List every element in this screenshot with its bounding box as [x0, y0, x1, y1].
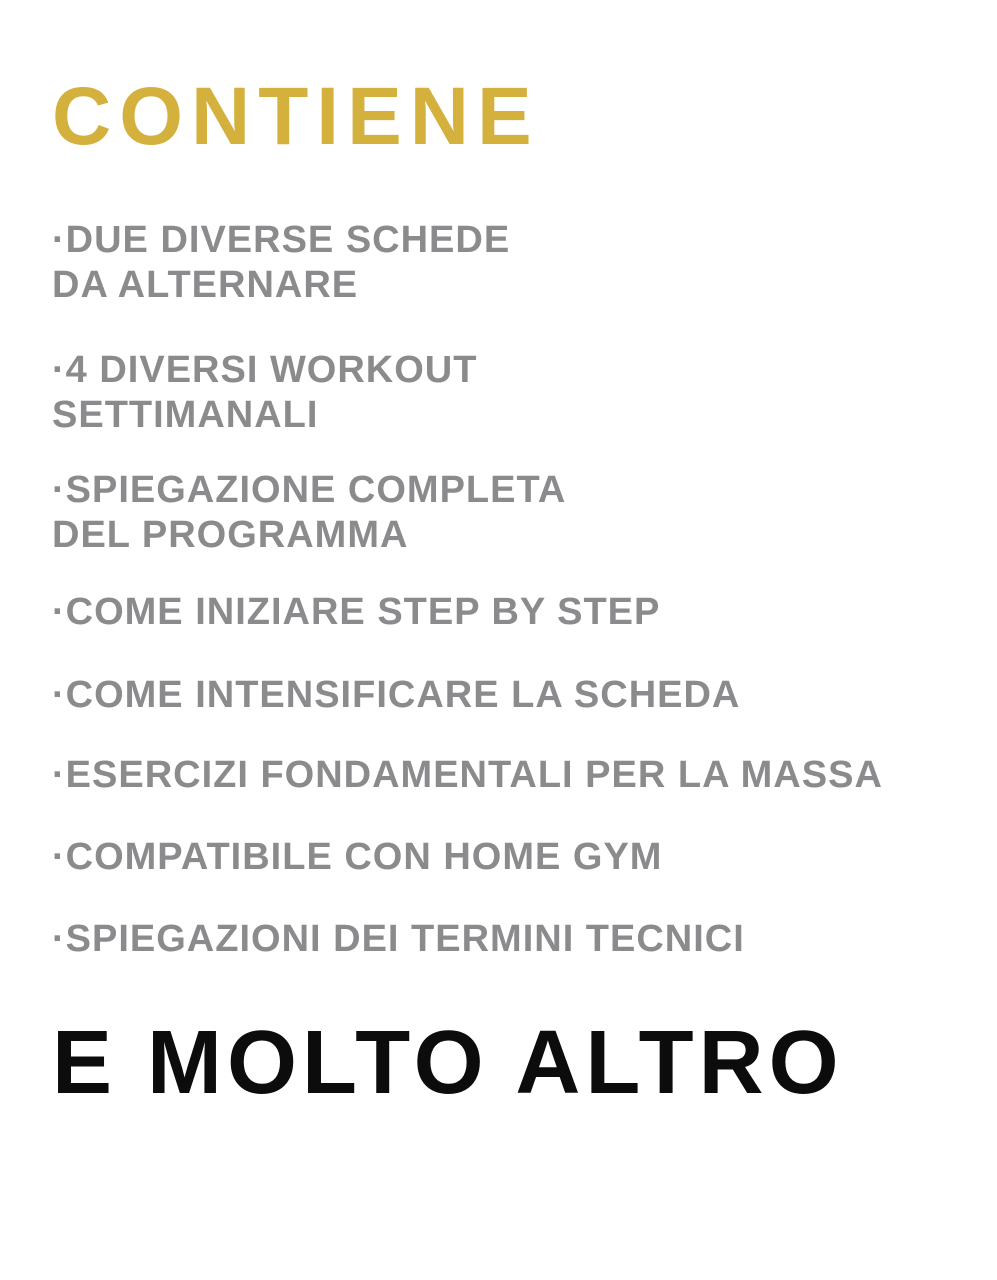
- footer-title: E MOLTO ALTRO: [52, 1013, 844, 1113]
- list-item: [52, 917, 745, 962]
- list-item: [52, 468, 566, 558]
- list-item-line: ·COME INIZIARE STEP BY STEP: [52, 591, 661, 633]
- list-item-line: ·SPIEGAZIONE COMPLETA: [52, 469, 567, 511]
- list-item: [52, 753, 883, 798]
- list-item-line: ·ESERCIZI FONDAMENTALI PER LA MASSA: [52, 754, 883, 796]
- list-item-line: ·DUE DIVERSE SCHEDE: [52, 219, 511, 261]
- list-item: [52, 218, 510, 308]
- list-item-line: SETTIMANALI: [52, 394, 319, 436]
- list-item: [52, 673, 740, 718]
- list-item: [52, 835, 662, 880]
- list-item-line: ·COME INTENSIFICARE LA SCHEDA: [52, 674, 741, 716]
- list-item-line: ·SPIEGAZIONI DEI TERMINI TECNICI: [52, 918, 745, 960]
- list-item-line: ·COMPATIBILE CON HOME GYM: [52, 836, 663, 878]
- list-item-line: DEL PROGRAMMA: [52, 514, 409, 556]
- list-item-line: DA ALTERNARE: [52, 264, 359, 306]
- page-title: CONTIENE: [52, 71, 540, 162]
- list-item: [52, 590, 660, 635]
- list-item-line: ·4 DIVERSI WORKOUT: [52, 349, 478, 391]
- list-item: [52, 348, 477, 438]
